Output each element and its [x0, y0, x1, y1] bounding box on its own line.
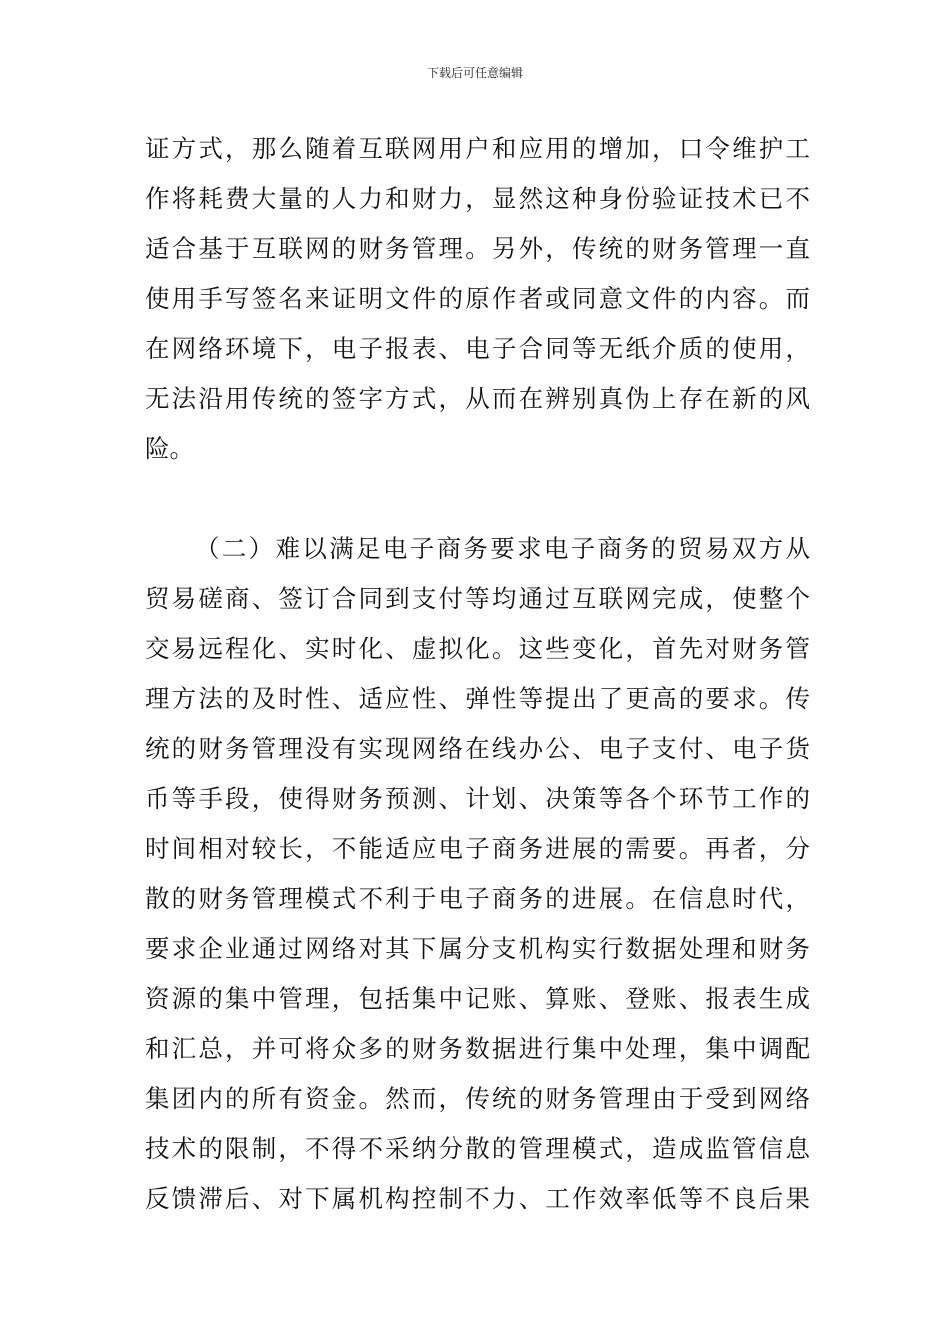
text-line: 作将耗费大量的人力和财力，显然这种身份验证技术已不 [145, 184, 810, 213]
text-line: 适合基于互联网的财务管理。另外，传统的财务管理一直 [145, 234, 810, 263]
text-line: 币等手段，使得财务预测、计划、决策等各个环节工作的 [145, 784, 810, 813]
text-line: 理方法的及时性、适应性、弹性等提出了更高的要求。传 [145, 684, 810, 713]
text-line: 散的财务管理模式不利于电子商务的进展。在信息时代， [145, 884, 810, 913]
text-line: 险。 [145, 434, 194, 463]
text-line: 时间相对较长，不能适应电子商务进展的需要。再者，分 [145, 834, 810, 863]
body-paragraph-1 [145, 124, 810, 474]
text-line: 和汇总，并可将众多的财务数据进行集中处理，集中调配 [145, 1034, 810, 1063]
text-line: 技术的限制，不得不采纳分散的管理模式，造成监管信息 [145, 1134, 810, 1163]
text-line: 使用手写签名来证明文件的原作者或同意文件的内容。而 [145, 284, 810, 313]
text-line: 要求企业通过网络对其下属分支机构实行数据处理和财务 [145, 934, 810, 963]
text-line: 反馈滞后、对下属机构控制不力、工作效率低等不良后果 [145, 1184, 810, 1213]
body-paragraph-2 [145, 524, 810, 1224]
page-header: 下载后可任意编辑 [426, 66, 523, 80]
text-line: 证方式，那么随着互联网用户和应用的增加，口令维护工 [145, 134, 810, 163]
text-line: 交易远程化、实时化、虚拟化。这些变化，首先对财务管 [145, 634, 810, 663]
text-line: 集团内的所有资金。然而，传统的财务管理由于受到网络 [145, 1084, 810, 1113]
text-line: 贸易磋商、签订合同到支付等均通过互联网完成，使整个 [145, 584, 810, 613]
text-line: （二）难以满足电子商务要求电子商务的贸易双方从 [195, 534, 810, 563]
text-line: 无法沿用传统的签字方式，从而在辨别真伪上存在新的风 [145, 384, 810, 413]
text-line: 在网络环境下，电子报表、电子合同等无纸介质的使用， [145, 334, 810, 363]
text-line: 统的财务管理没有实现网络在线办公、电子支付、电子货 [145, 734, 810, 763]
text-line: 资源的集中管理，包括集中记账、算账、登账、报表生成 [145, 984, 810, 1013]
